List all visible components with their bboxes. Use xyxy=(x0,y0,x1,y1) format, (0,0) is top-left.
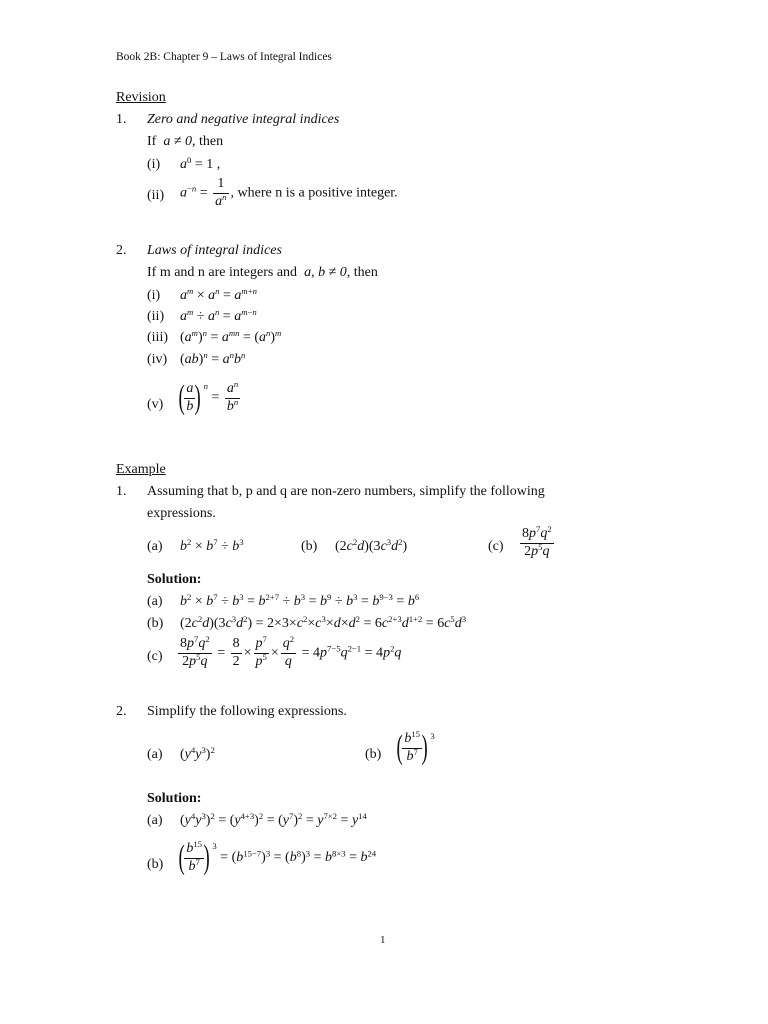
rule-1-i-label: (i) xyxy=(147,157,161,172)
law-power-of-power: $(a^m)^n = a^{mn} = (a^n)^m$ xyxy=(180,328,282,345)
law-quotient: $a^m \div a^n = a^{m-n}$ xyxy=(180,307,257,324)
q2-a-label: (a) xyxy=(147,747,163,762)
section-2-title: Laws of integral indices xyxy=(147,243,282,258)
q1-number: 1. xyxy=(116,484,127,499)
q1-solution-a: $b^2 \times b^7 \div b^3 = b^{2+7} \div b^3 = b^9 \div b^3 = b^{9-3} = b^6$ xyxy=(180,592,420,609)
q2-solution-b-label: (b) xyxy=(147,857,164,872)
q2-solution-b: ( $\frac{b^{15}}{b^7}$ ) $^3 = (b^{15-7})^3 = (b^8)^3 = b^{8\times 3} = b^{24}$ xyxy=(178,839,377,876)
q1-a-expression: $b^2 \times b^7 \div b^3$ xyxy=(180,537,244,554)
page-header: Book 2B: Chapter 9 – Laws of Integral Indices xyxy=(116,51,332,63)
section-2-number: 2. xyxy=(116,243,127,258)
section-2-then: , then xyxy=(346,265,378,280)
revision-heading: Revision xyxy=(116,90,166,105)
q2-a-expression: $(y^4y^3)^2$ xyxy=(180,745,215,762)
q1-solution-b-label: (b) xyxy=(147,616,164,631)
law-v-label: (v) xyxy=(147,397,164,412)
section-1-title: Zero and negative integral indices xyxy=(147,112,340,127)
q2-solution-a-label: (a) xyxy=(147,813,163,828)
q1-b-label: (b) xyxy=(301,539,318,554)
q1-solution-a-label: (a) xyxy=(147,594,163,609)
rule-zero-index: $a^0 = 1$ , xyxy=(180,155,221,172)
rule-1-ii-label: (ii) xyxy=(147,188,165,203)
q2-solution-label: Solution: xyxy=(147,791,202,806)
section-2-condition-line xyxy=(147,265,378,281)
q1-c-expression: $\frac{8p^7q^2}{2p^5q}$ xyxy=(522,524,552,559)
q1-solution-c-label: (c) xyxy=(147,649,163,664)
law-iii-label: (iii) xyxy=(147,330,168,345)
q1-c-label: (c) xyxy=(488,539,504,554)
q1-text-line-2: expressions. xyxy=(147,506,216,521)
law-ii-label: (ii) xyxy=(147,309,165,324)
q2-b-label: (b) xyxy=(365,747,382,762)
q2-b-expression: ( $\frac{b^{15}}{b^7}$ ) $^3$ xyxy=(396,729,435,766)
q2-solution-a: $(y^4y^3)^2 = (y^{4+3})^2 = (y^7)^2 = y^{7\times 2} = y^{14}$ xyxy=(180,811,367,828)
section-1-number: 1. xyxy=(116,112,127,127)
law-iv-label: (iv) xyxy=(147,352,168,367)
condition-expression: a ≠ 0 xyxy=(163,134,193,149)
rule-negative-index: $a^{-n}$ = $\frac{1}{a^n}$ , where n is a positive integer. xyxy=(180,176,398,209)
q1-solution-label: Solution: xyxy=(147,572,202,587)
negative-index-note: , where n is a positive integer. xyxy=(230,185,398,201)
q1-text-line-1: Assuming that b, p and q are non-zero numbers, simplify the following xyxy=(147,484,545,499)
section-2-intro: If m and n are integers and xyxy=(147,265,298,280)
if-word: If xyxy=(147,134,157,149)
then-word: , then xyxy=(192,134,224,149)
q1-b-expression: $(2c^2d)(3c^3d^2)$ xyxy=(335,537,408,554)
q1-a-label: (a) xyxy=(147,539,163,554)
page-number: 1 xyxy=(380,934,386,946)
example-heading: Example xyxy=(116,462,166,477)
law-i-label: (i) xyxy=(147,288,161,303)
section-2-condition: a, b ≠ 0 xyxy=(304,265,347,280)
q1-solution-c: $\frac{8p^7q^2}{2p^5q}$ = $\frac{8}{2}$ × $\frac{p^7}{p^5}$ × $\frac{q^2}{q}$ = $4p^{7-5}q^{2-1} = 4p^2q$ xyxy=(180,634,402,669)
q2-number: 2. xyxy=(116,704,127,719)
section-1-condition-line xyxy=(147,134,223,150)
law-power-of-quotient: ( $\frac{a}{b}$ ) $^n$ = $\frac{a^n}{b^n}$ xyxy=(178,379,239,416)
law-product: $a^m \times a^n = a^{m+n}$ xyxy=(180,286,257,303)
q1-solution-b: $(2c^2d)(3c^3d^2) = 2\times 3\times c^2\times c^3\times d\times d^2 = 6c^{2+3}d^{1+2} = 6c^5d^3$ xyxy=(180,614,467,631)
q2-text: Simplify the following expressions. xyxy=(147,704,347,719)
law-power-of-product: $(ab)^n = a^nb^n$ xyxy=(180,350,246,367)
